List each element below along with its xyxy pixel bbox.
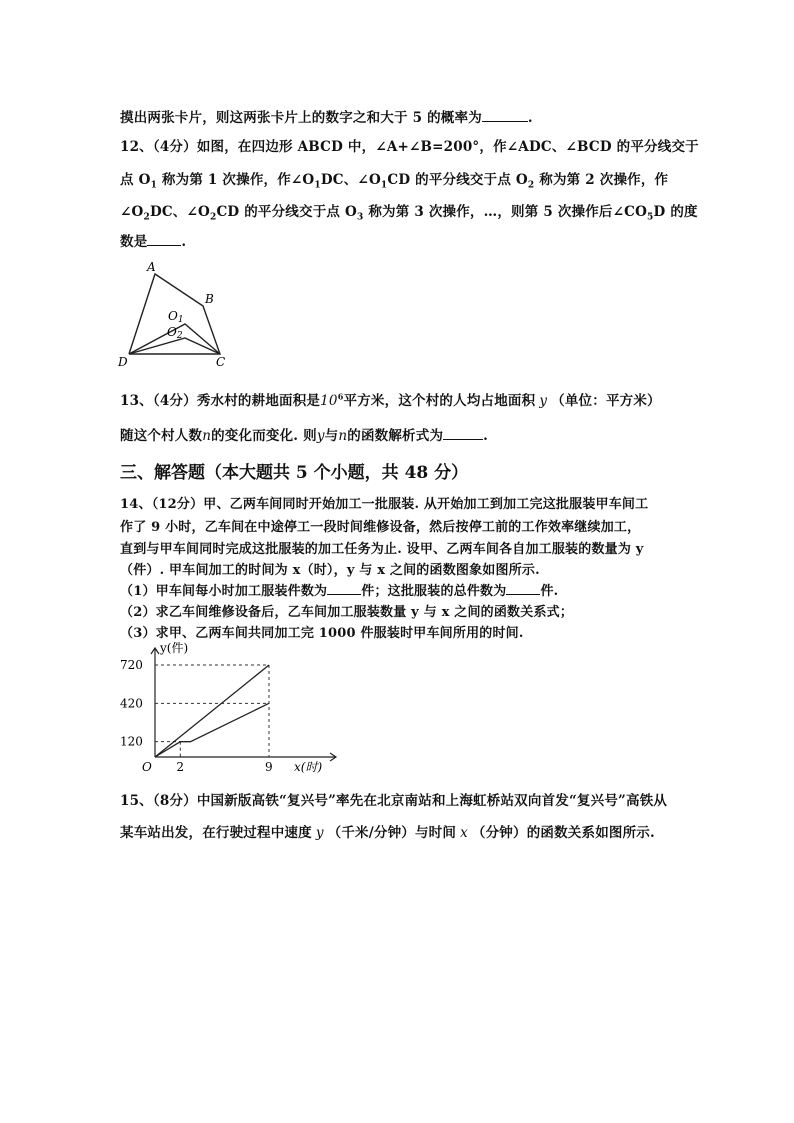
q14-blank2 bbox=[506, 582, 540, 595]
q14-sub2: （2）求乙车间维修设备后，乙车间加工服装数量 y 与 x 之间的函数关系式； bbox=[120, 605, 574, 620]
q14-sub3: （3）求甲、乙两车间共同加工完 1000 件服装时甲车间所用的时间. bbox=[120, 626, 524, 641]
x-tick-2: 2 bbox=[176, 760, 184, 774]
q11-answer-blank bbox=[482, 109, 528, 122]
q15-l2b: （千米/分钟）与时间 bbox=[327, 825, 457, 841]
y-tick-720: 720 bbox=[120, 658, 143, 672]
label-d: D bbox=[118, 355, 128, 369]
q14-s1c: 件. bbox=[540, 584, 559, 599]
q13-l1c: （单位：平方米） bbox=[551, 393, 661, 409]
y-tick-120: 120 bbox=[120, 734, 143, 749]
q12-l2a: 点 O bbox=[120, 172, 151, 188]
q13-line2 bbox=[120, 424, 488, 444]
q11-body: 摸出两张卡片，则这两张卡片上的数字之和大于 5 的概率为 bbox=[120, 110, 482, 126]
q14-s1a: （1）甲车间每小时加工服装件数为 bbox=[120, 584, 328, 599]
q12-answer-blank bbox=[147, 233, 181, 246]
q12-l3s3: 3 bbox=[356, 212, 364, 223]
q13-exp: 6 bbox=[337, 391, 344, 402]
q15-line2 bbox=[120, 821, 655, 841]
q13-l2c: 与 bbox=[324, 428, 339, 444]
q15-l2a: 某车站出发，在行驶过程中速度 bbox=[120, 825, 312, 841]
q14-function-graph bbox=[118, 640, 348, 775]
q13-l2a: 随这个村人数 bbox=[120, 428, 203, 444]
q12-l2c: DC、∠O bbox=[320, 172, 381, 188]
x-axis-label: x(时) bbox=[294, 760, 323, 774]
q13-var-n2: n bbox=[338, 428, 348, 444]
q13-l2b: 的变化而变化. 则 bbox=[211, 428, 317, 444]
label-b: B bbox=[205, 292, 214, 306]
label-o2: O2 bbox=[167, 325, 183, 341]
section-heading: 三、解答题（本大题共 5 个小题，共 48 分） bbox=[120, 463, 469, 483]
q12-l2s2: 1 bbox=[314, 180, 321, 191]
q15-var-x: x bbox=[460, 825, 468, 841]
q13-var-n: n bbox=[202, 428, 212, 444]
q12-l3s2: 2 bbox=[209, 212, 217, 223]
q14-line1: 14、（12分）甲、乙两车间同时开始加工一批服装. 从开始加工到加工完这批服装甲车间工 bbox=[120, 497, 649, 512]
q14-blank1 bbox=[327, 582, 361, 595]
label-c: C bbox=[216, 355, 226, 369]
q12-line2 bbox=[120, 168, 668, 191]
q14-s1b: 件；这批服装的总件数为 bbox=[361, 584, 507, 599]
q12-l2e: 称为第 2 次操作，作 bbox=[534, 172, 669, 188]
quadrilateral-figure bbox=[115, 258, 245, 368]
q15-var-y: y bbox=[315, 825, 324, 841]
q13-base: 10 bbox=[320, 393, 338, 409]
q12-l2s4: 2 bbox=[527, 180, 535, 191]
q12-l3b: DC、∠O bbox=[149, 204, 210, 220]
label-o1: O1 bbox=[168, 309, 184, 325]
q12-line4 bbox=[120, 230, 186, 250]
q12-l2d: CD 的平分线交于点 O bbox=[387, 172, 528, 188]
q12-l2b: 称为第 1 次操作，作∠O bbox=[157, 172, 315, 188]
q13-answer-blank bbox=[443, 427, 483, 440]
q12-l3a: ∠O bbox=[120, 204, 144, 220]
q13-line1 bbox=[120, 389, 661, 409]
y-tick-420: 420 bbox=[120, 696, 143, 711]
q12-line3 bbox=[120, 200, 698, 223]
label-a: A bbox=[147, 260, 156, 274]
q12-l3s4: 5 bbox=[647, 212, 654, 223]
q12-l3d: 称为第 3 次操作，…，则第 5 次操作后∠CO bbox=[363, 204, 648, 220]
q14-sub1 bbox=[120, 580, 558, 599]
q13-l2d: 的函数解析式为 bbox=[347, 428, 444, 444]
q13-var-y: y bbox=[539, 393, 548, 409]
q11-text bbox=[120, 106, 533, 126]
q12-l3e: D 的度 bbox=[653, 204, 698, 220]
q12-l2s1: 1 bbox=[150, 180, 158, 191]
q15-line1: 15、（8分）中国新版高铁“复兴号”率先在北京南站和上海虹桥站双向首发“复兴号”高铁从 bbox=[120, 793, 668, 809]
q12-l4: 数是 bbox=[120, 234, 148, 250]
q14-line2: 作了 9 小时，乙车间在中途停工一段时间维修设备，然后按停工前的工作效率继续加工， bbox=[120, 520, 641, 535]
graph-series bbox=[155, 665, 269, 757]
graph-axes bbox=[151, 648, 336, 761]
q13-l1a: 13、（4分）秀水村的耕地面积是 bbox=[120, 393, 321, 409]
q13-l1b: 平方米，这个村的人均占地面积 bbox=[343, 393, 536, 409]
q14-line4: （件）. 甲车间加工的时间为 x（时），y 与 x 之间的函数图象如图所示. bbox=[120, 563, 540, 578]
q12-line1: 12、（4分）如图，在四边形 ABCD 中，∠A+∠B=200°，作∠ADC、∠BCD 的平分线交于 bbox=[120, 139, 699, 155]
q12-l3c: CD 的平分线交于点 O bbox=[216, 204, 357, 220]
q14-line3: 直到与甲车间同时完成这批服装的加工任务为止. 设甲、乙两车间各自加工服装的数量为 y bbox=[120, 542, 644, 557]
q13-end: . bbox=[483, 428, 489, 444]
origin-label: O bbox=[142, 760, 152, 774]
q12-l2s3: 1 bbox=[380, 180, 388, 191]
q15-l2c: （分钟）的函数关系如图所示. bbox=[471, 825, 655, 841]
q12-end: . bbox=[181, 234, 187, 250]
q11-end: . bbox=[527, 110, 533, 126]
q13-var-y2: y bbox=[316, 428, 325, 444]
y-axis-label: y(件) bbox=[160, 641, 189, 655]
x-tick-9: 9 bbox=[265, 760, 273, 774]
q12-l3s1: 2 bbox=[143, 212, 150, 223]
